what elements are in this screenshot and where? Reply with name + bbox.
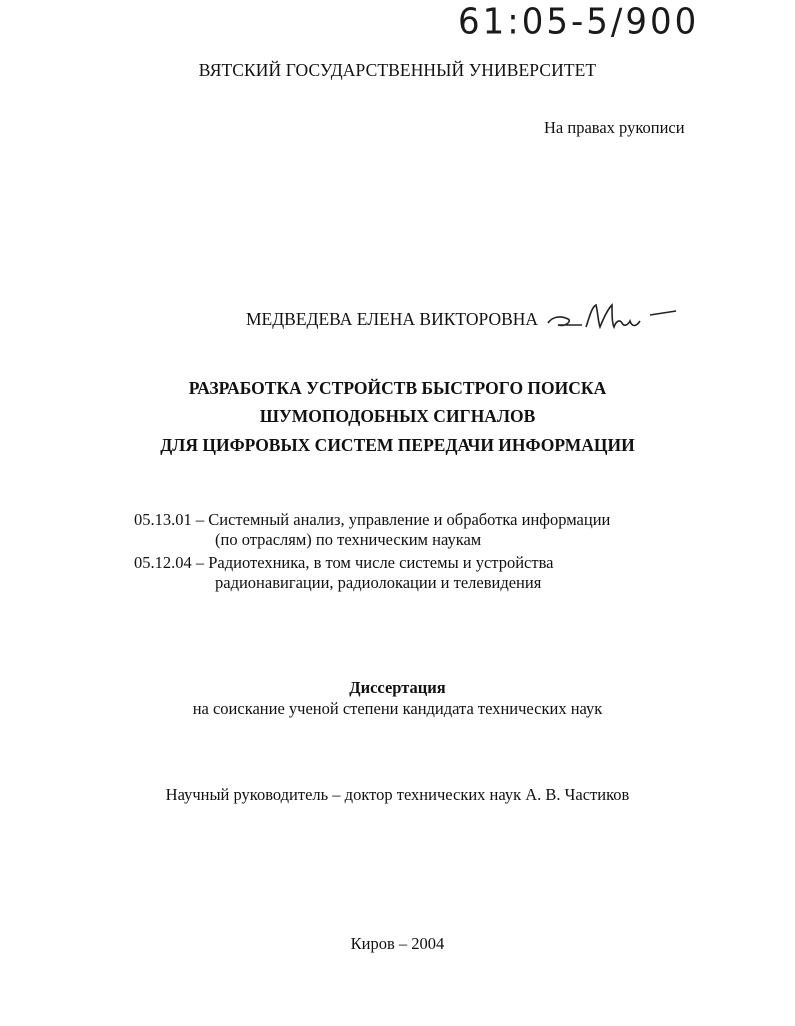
specialty-code: 05.13.01 [134, 510, 192, 529]
thesis-title-line: РАЗРАБОТКА УСТРОЙСТВ БЫСТРОГО ПОИСКА [188, 378, 607, 398]
dissertation-heading: Диссертация [349, 678, 446, 697]
specialty-description-cont: (по отраслям) по техническим наукам [215, 530, 482, 549]
thesis-title-line: ШУМОПОДОБНЫХ СИГНАЛОВ [259, 406, 536, 426]
specialty-code: 05.12.04 [134, 553, 192, 572]
university-name: ВЯТСКИЙ ГОСУДАРСТВЕННЫЙ УНИВЕРСИТЕТ [198, 60, 597, 80]
dissertation-subtitle: на соискание ученой степени кандидата технических наук [192, 699, 603, 718]
author-signature [546, 297, 686, 337]
specialty-line [134, 509, 610, 530]
specialty-description: – Системный анализ, управление и обработка информации [195, 510, 611, 529]
author-name: МЕДВЕДЕВА ЕЛЕНА ВИКТОРОВНА [246, 309, 539, 329]
archive-number: 61:05-5/900 [458, 1, 700, 43]
city-year: Киров – 2004 [350, 934, 445, 953]
specialty-line [134, 552, 554, 573]
specialty-description-cont: радионавигации, радиолокации и телевидения [215, 573, 542, 592]
rights-note: На правах рукописи [544, 118, 685, 137]
thesis-title-line: ДЛЯ ЦИФРОВЫХ СИСТЕМ ПЕРЕДАЧИ ИНФОРМАЦИИ [160, 435, 635, 455]
supervisor: Научный руководитель – доктор технических наук А. В. Частиков [165, 785, 630, 804]
specialty-description: – Радиотехника, в том числе системы и устройства [195, 553, 554, 572]
